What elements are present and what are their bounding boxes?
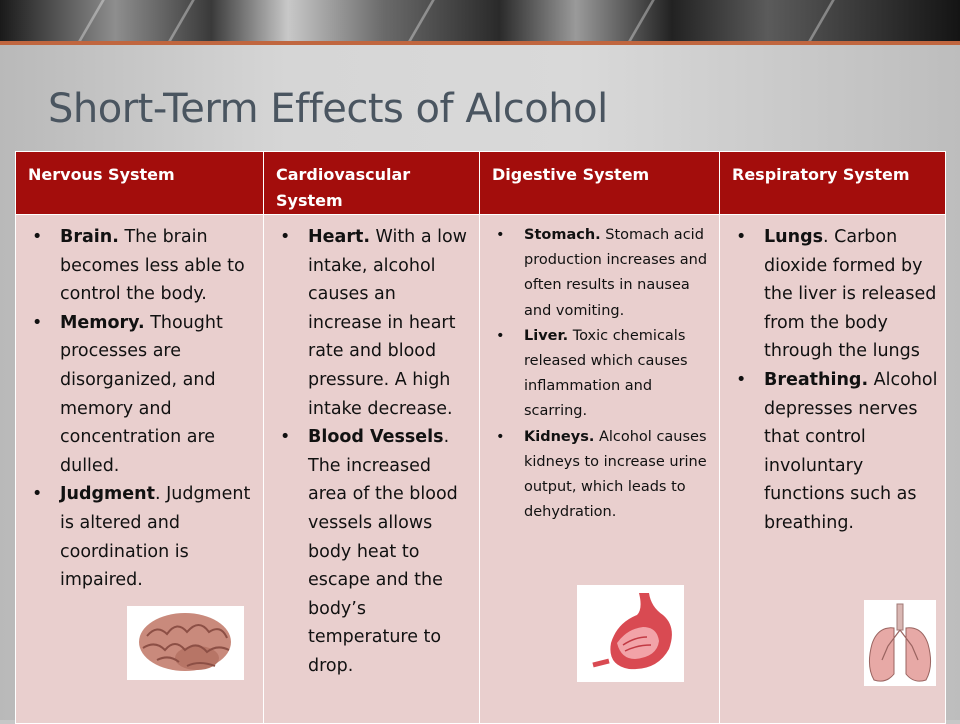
header-respiratory-system: Respiratory System [720,152,946,215]
list-item-liver: • Liver. Toxic chemicals released which causes inflammation and scarring. [524,324,715,425]
list-item-lungs: • Lungs. Carbon dioxide formed by the liver is released from the body through the lungs [764,223,941,366]
list-item-brain: • Brain. The brain becomes less able to control the body. [60,223,259,309]
header-banner-image [0,0,960,41]
stomach-image [577,585,684,682]
lungs-image [864,600,936,686]
slide-title: Short-Term Effects of Alcohol [48,86,608,132]
header-digestive-system: Digestive System [480,152,720,215]
header-nervous-system: Nervous System [16,152,264,215]
header-cardiovascular-system: Cardiovascular System [264,152,480,215]
list-item-memory: • Memory. Thought processes are disorganized, and memory and concentration are dulled. [60,309,259,481]
list-item-stomach: • Stomach. Stomach acid production increases and often results in nausea and vomiting. [524,223,715,324]
brain-image [127,606,244,680]
accent-line [0,41,960,45]
list-item-heart: • Heart. With a low intake, alcohol causes an increase in heart rate and blood pressure. A high intake decrease. [308,223,475,423]
list-item-kidneys: • Kidneys. Alcohol causes kidneys to increase urine output, which leads to dehydration. [524,425,715,526]
list-item-judgment: • Judgment. Judgment is altered and coordination is impaired. [60,480,259,594]
list-item-blood-vessels: • Blood Vessels. The increased area of the blood vessels allows body heat to escape and the body’s temperature to drop. [308,423,475,680]
table-header-row [16,152,946,215]
cardiovascular-system-cell [264,215,480,724]
list-item-breathing: • Breathing. Alcohol depresses nerves that control involuntary functions such as breathing. [764,366,941,538]
